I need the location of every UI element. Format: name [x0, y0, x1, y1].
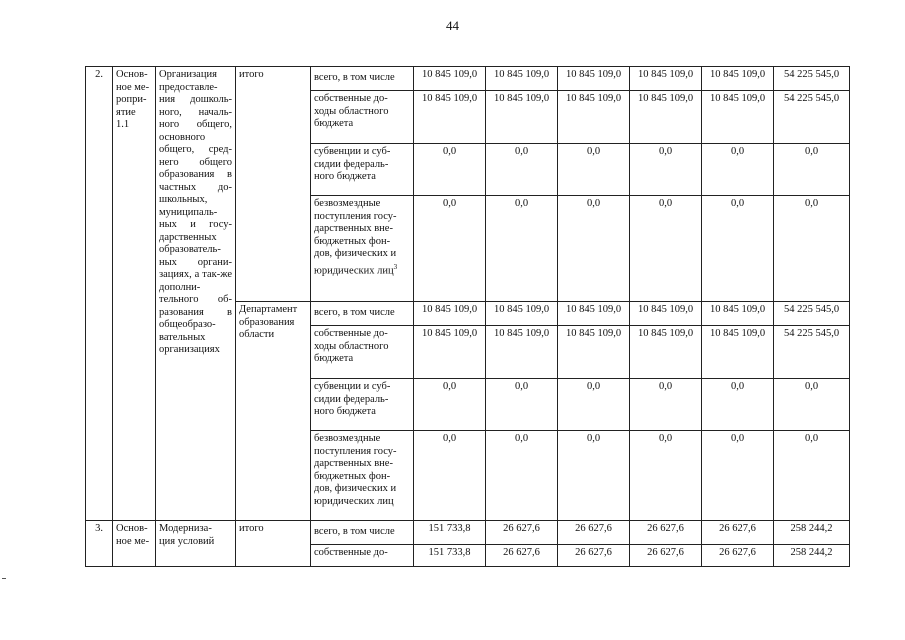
- amount-cell: 26 627,6: [558, 521, 630, 545]
- amount-cell: 10 845 109,0: [630, 91, 702, 144]
- page-number: 44: [446, 18, 459, 33]
- amount-cell: 0,0: [486, 379, 558, 431]
- amount-cell: 10 845 109,0: [486, 91, 558, 144]
- amount-cell: 0,0: [486, 431, 558, 521]
- amount-cell: 26 627,6: [558, 545, 630, 567]
- funding-source: собственные до- ходы областного бюджета: [311, 91, 414, 144]
- edge-mark: [2, 578, 6, 579]
- amount-cell: 0,0: [630, 196, 702, 302]
- amount-cell: 0,0: [486, 196, 558, 302]
- amount-cell: 10 845 109,0: [630, 302, 702, 326]
- budget-table: [85, 66, 850, 567]
- measure-type: Основ- ное ме-: [113, 521, 156, 567]
- amount-cell: 26 627,6: [486, 521, 558, 545]
- amount-cell: 258 244,2: [774, 521, 850, 545]
- amount-cell: 0,0: [558, 431, 630, 521]
- amount-cell: 0,0: [558, 144, 630, 196]
- table-row: [86, 521, 850, 545]
- measure-name: Модерниза- ция условий: [156, 521, 236, 567]
- row-number: 2.: [86, 67, 113, 521]
- amount-cell: 10 845 109,0: [558, 91, 630, 144]
- amount-cell: 26 627,6: [702, 545, 774, 567]
- funding-source: безвозмездные поступления госу- дарственных вне- бюджетных фон- дов, физических и юридических лиц$^3$: [311, 196, 414, 302]
- amount-cell: 0,0: [702, 431, 774, 521]
- amount-cell: 10 845 109,0: [558, 326, 630, 379]
- amount-cell: 26 627,6: [486, 545, 558, 567]
- amount-cell: 10 845 109,0: [414, 302, 486, 326]
- amount-cell: 10 845 109,0: [486, 326, 558, 379]
- amount-cell: 10 845 109,0: [414, 67, 486, 91]
- amount-cell: 10 845 109,0: [702, 302, 774, 326]
- amount-cell: 54 225 545,0: [774, 326, 850, 379]
- amount-cell: 10 845 109,0: [702, 67, 774, 91]
- table-body: [86, 67, 850, 567]
- measure-type: Основ- ное ме- ропри- ятие 1.1: [113, 67, 156, 521]
- amount-cell: 10 845 109,0: [630, 326, 702, 379]
- executor: итого: [236, 521, 311, 567]
- amount-cell: 0,0: [774, 144, 850, 196]
- amount-cell: 0,0: [414, 196, 486, 302]
- amount-cell: 0,0: [702, 379, 774, 431]
- amount-cell: 0,0: [702, 144, 774, 196]
- amount-cell: 10 845 109,0: [630, 67, 702, 91]
- amount-cell: 151 733,8: [414, 545, 486, 567]
- table-row: [86, 67, 850, 91]
- amount-cell: 0,0: [702, 196, 774, 302]
- amount-cell: 0,0: [414, 431, 486, 521]
- amount-cell: 0,0: [558, 379, 630, 431]
- amount-cell: 10 845 109,0: [558, 67, 630, 91]
- amount-cell: 0,0: [774, 431, 850, 521]
- amount-cell: 0,0: [486, 144, 558, 196]
- amount-cell: 54 225 545,0: [774, 302, 850, 326]
- amount-cell: 0,0: [630, 431, 702, 521]
- amount-cell: 26 627,6: [630, 521, 702, 545]
- amount-cell: 10 845 109,0: [558, 302, 630, 326]
- amount-cell: 54 225 545,0: [774, 67, 850, 91]
- amount-cell: 0,0: [414, 379, 486, 431]
- amount-cell: 54 225 545,0: [774, 91, 850, 144]
- funding-source: всего, в том числе: [311, 302, 414, 326]
- funding-source: субвенции и суб- сидии федераль- ного бюджета: [311, 144, 414, 196]
- footnote-mark: 3: [393, 262, 398, 271]
- amount-cell: 0,0: [630, 144, 702, 196]
- measure-name: Организация предоставле-ния дошколь-ного, началь-ного общего, основного общего, сред-него общего образования в частных до-школьных, муниципаль-ных и госу-дарственных образователь-ных органи-зациях, а так-же дополни-тельного об-разования в общеобразо-вательных организациях: [156, 67, 236, 521]
- amount-cell: 10 845 109,0: [486, 67, 558, 91]
- executor: итого: [236, 67, 311, 302]
- amount-cell: 0,0: [774, 379, 850, 431]
- funding-source: всего, в том числе: [311, 521, 414, 545]
- funding-source: всего, в том числе: [311, 67, 414, 91]
- amount-cell: 10 845 109,0: [414, 91, 486, 144]
- amount-cell: 10 845 109,0: [486, 302, 558, 326]
- amount-cell: 0,0: [414, 144, 486, 196]
- executor: Департамент образования области: [236, 302, 311, 521]
- amount-cell: 10 845 109,0: [414, 326, 486, 379]
- funding-source: собственные до- ходы областного бюджета: [311, 326, 414, 379]
- funding-source: субвенции и суб- сидии федераль- ного бюджета: [311, 379, 414, 431]
- amount-cell: 26 627,6: [702, 521, 774, 545]
- amount-cell: 258 244,2: [774, 545, 850, 567]
- amount-cell: 26 627,6: [630, 545, 702, 567]
- amount-cell: 0,0: [774, 196, 850, 302]
- amount-cell: 10 845 109,0: [702, 91, 774, 144]
- funding-source: собственные до-: [311, 545, 414, 567]
- row-number: 3.: [86, 521, 113, 567]
- amount-cell: 151 733,8: [414, 521, 486, 545]
- amount-cell: 0,0: [558, 196, 630, 302]
- amount-cell: 0,0: [630, 379, 702, 431]
- amount-cell: 10 845 109,0: [702, 326, 774, 379]
- funding-source: безвозмездные поступления госу- дарственных вне- бюджетных фон- дов, физических и юридических лиц: [311, 431, 414, 521]
